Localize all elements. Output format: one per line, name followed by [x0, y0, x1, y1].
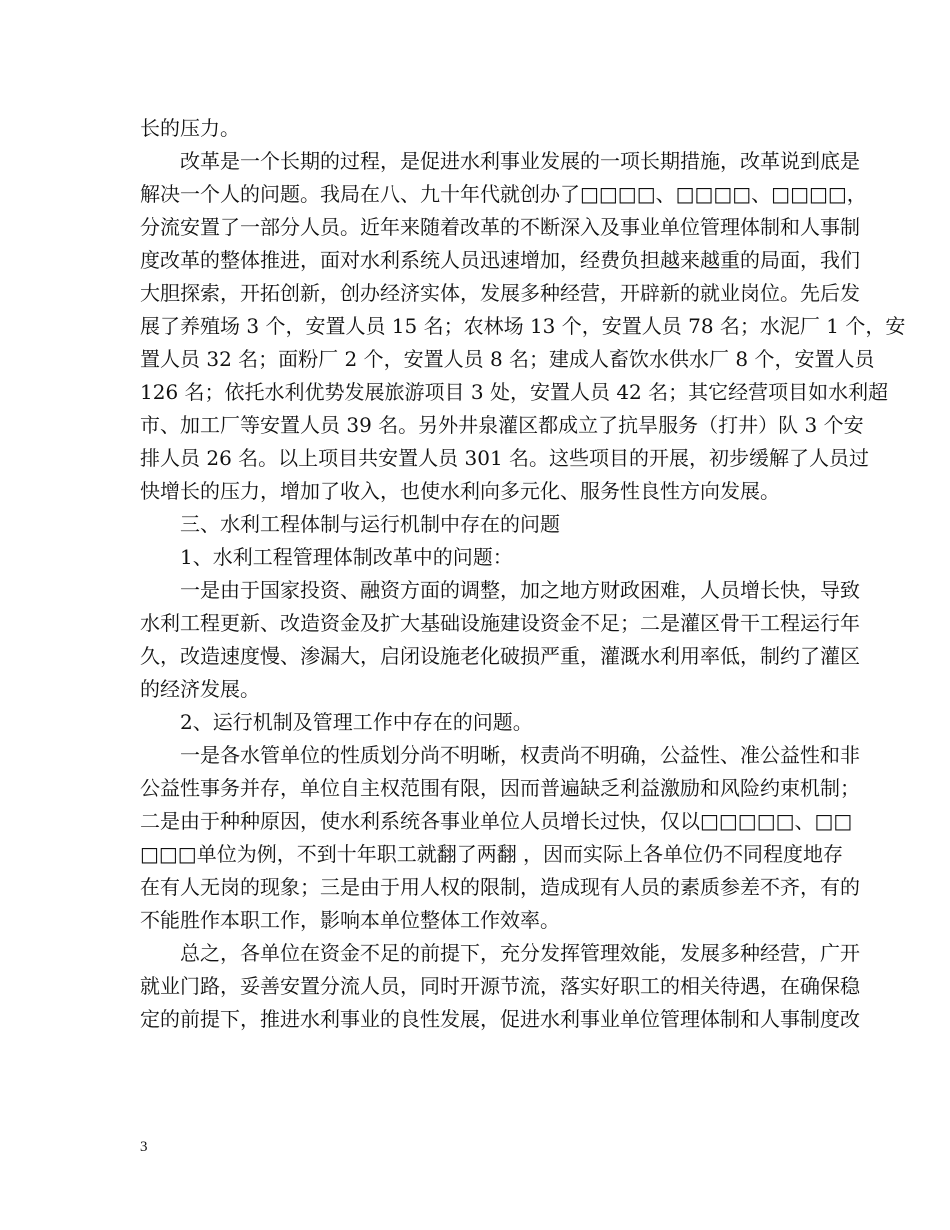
text-line: 126 名；依托水利优势发展旅游项目 3 处，安置人员 42 名；其它经营项目如水利超 — [140, 380, 889, 404]
text-line: 在有人无岗的现象；三是由于用人权的限制，造成现有人员的素质参差不齐，有的 — [140, 875, 860, 899]
document-body — [140, 112, 906, 1036]
text-line: 市、加工厂等安置人员 39 名。另外井泉灌区都成立了抗旱服务（打井）队 3 个安 — [140, 413, 864, 437]
text-line: 三、水利工程体制与运行机制中存在的问题 — [180, 512, 560, 536]
text-line: 二是由于种种原因，使水利系统各事业单位人员增长过快，仅以□□□□□、□□ — [140, 809, 853, 833]
text-line: 解决一个人的问题。我局在八、九十年代就创办了□□□□、□□□□、□□□□， — [140, 182, 867, 206]
text-line: 的经济发展。 — [140, 677, 260, 701]
text-line: 度改革的整体推进，面对水利系统人员迅速增加，经费负担越来越重的局面，我们 — [140, 248, 860, 272]
text-line: 改革是一个长期的过程，是促进水利事业发展的一项长期措施，改革说到底是 — [180, 149, 860, 173]
text-line: 就业门路，妥善安置分流人员，同时开源节流，落实好职工的相关待遇，在确保稳 — [140, 974, 860, 998]
text-line: 2、运行机制及管理工作中存在的问题。 — [180, 710, 533, 734]
text-line: 置人员 32 名；面粉厂 2 个，安置人员 8 名；建成人畜饮水供水厂 8 个，安置人员 — [140, 347, 875, 371]
text-line: 一是各水管单位的性质划分尚不明晰，权责尚不明确，公益性、准公益性和非 — [180, 743, 860, 767]
text-line: 大胆探索，开拓创新，创办经济实体，发展多种经营，开辟新的就业岗位。先后发 — [140, 281, 860, 305]
text-line: □□□单位为例，不到十年职工就翻了两翻 ，因而实际上各单位仍不同程度地存 — [140, 842, 844, 866]
text-line: 公益性事务并存，单位自主权范围有限，因而普遍缺乏利益激励和风险约束机制； — [140, 776, 860, 800]
text-line: 总之，各单位在资金不足的前提下，充分发挥管理效能，发展多种经营，广开 — [180, 941, 860, 965]
text-line: 快增长的压力，增加了收入，也使水利向多元化、服务性良性方向发展。 — [140, 479, 780, 503]
text-line: 不能胜作本职工作，影响本单位整体工作效率。 — [140, 908, 560, 932]
text-line: 分流安置了一部分人员。近年来随着改革的不断深入及事业单位管理体制和人事制 — [140, 215, 860, 239]
page-number: 3 — [140, 1139, 148, 1155]
text-line: 水利工程更新、改造资金及扩大基础设施建设资金不足；二是灌区骨干工程运行年 — [140, 611, 860, 635]
text-line: 定的前提下，推进水利事业的良性发展，促进水利事业单位管理体制和人事制度改 — [140, 1007, 860, 1031]
text-line: 久，改造速度慢、渗漏大，启闭设施老化破损严重，灌溉水利用率低，制约了灌区 — [140, 644, 860, 668]
text-line: 一是由于国家投资、融资方面的调整，加之地方财政困难，人员增长快，导致 — [180, 578, 860, 602]
text-line: 展了养殖场 3 个，安置人员 15 名；农林场 13 个，安置人员 78 名；水泥厂 1 个，安 — [140, 314, 906, 338]
text-line: 排人员 26 名。以上项目共安置人员 301 名。这些项目的开展，初步缓解了人员过 — [140, 446, 870, 470]
text-line: 长的压力。 — [140, 116, 240, 140]
text-line: 1、水利工程管理体制改革中的问题： — [180, 545, 513, 569]
